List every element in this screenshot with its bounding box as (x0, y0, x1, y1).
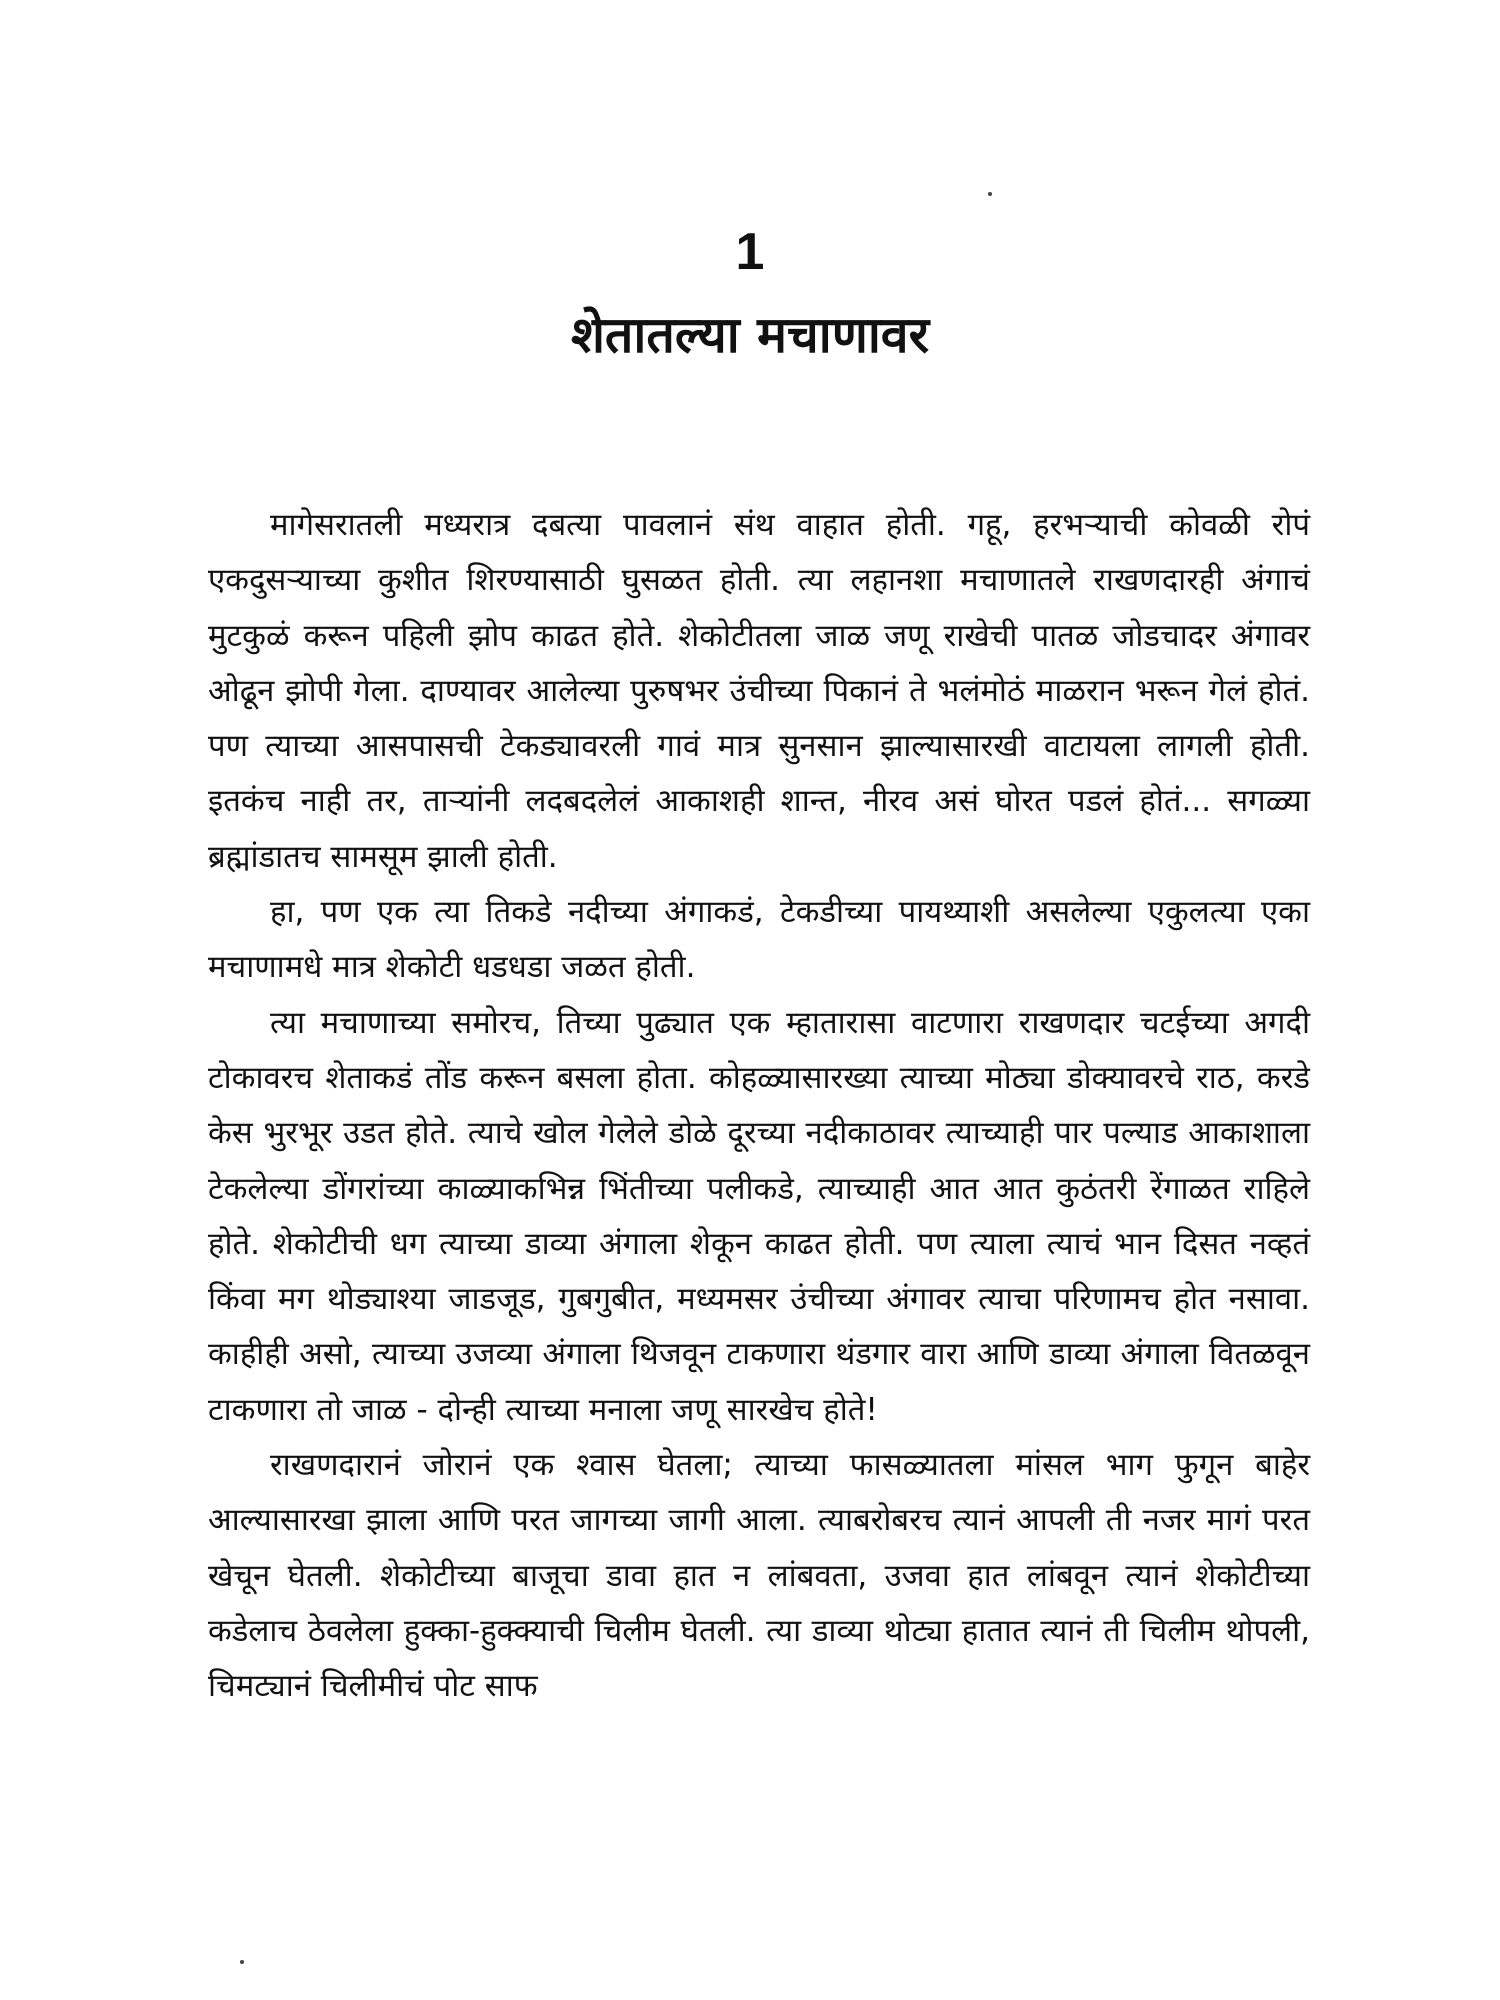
scan-speck (988, 192, 992, 196)
paragraph: त्या मचाणाच्या समोरच, तिच्या पुढ्यात एक म्हातारासा वाटणारा राखणदार चटईच्या अगदी टोकावरच शेताकडं तोंड करून बसला होता. कोहळ्यासारख्या त्याच्या मोठ्या डोक्यावरचे राठ, करडे केस भुरभूर उडत होते. त्याचे खोल गेलेले डोळे दूरच्या नदीकाठावर त्याच्याही पार पल्याड आकाशाला टेकलेल्या डोंगरांच्या काळ्याकभिन्न भिंतीच्या पलीकडे, त्याच्याही आत आत कुठंतरी रेंगाळत राहिले होते. शेकोटीची धग त्याच्या डाव्या अंगाला शेकून काढत होती. पण त्याला त्याचं भान दिसत नव्हतं किंवा मग थोड्याश्या जाडजूड, गुबगुबीत, मध्यमसर उंचीच्या अंगावर त्याचा परिणामच होत नसावा. काहीही असो, त्याच्या उजव्या अंगाला थिजवून टाकणारा थंडगार वारा आणि डाव्या अंगाला वितळवून टाकणारा तो जाळ - दोन्ही त्याच्या मनाला जणू सारखेच होते! (208, 1004, 1310, 1428)
chapter-number: 1 (735, 223, 765, 281)
paragraph: हा, पण एक त्या तिकडे नदीच्या अंगाकडं, टेकडीच्या पायथ्याशी असलेल्या एकुलत्या एका मचाणामधे मात्र शेकोटी धडधडा जळत होती. (208, 894, 1310, 986)
chapter-title: शेतातल्या मचाणावर (570, 306, 930, 364)
chapter-body (208, 498, 1310, 1715)
paragraph: मागेसरातली मध्यरात्र दबत्या पावलानं संथ वाहात होती. गहू, हरभऱ्याची कोवळी रोपं एकदुसऱ्याच्या कुशीत शिरण्यासाठी घुसळत होती. त्या लहानशा मचाणातले राखणदारही अंगाचं मुटकुळं करून पहिली झोप काढत होते. शेकोटीतला जाळ जणू राखेची पातळ जोडचादर अंगावर ओढून झोपी गेला. दाण्यावर आलेल्या पुरुषभर उंचीच्या पिकानं ते भलंमोठं माळरान भरून गेलं होतं. पण त्याच्या आसपासची टेकड्यावरली गावं मात्र सुनसान झाल्यासारखी वाटायला लागली होती. इतकंच नाही तर, ताऱ्यांनी लदबदलेलं आकाशही शान्त, नीरव असं घोरत पडलं होतं... सगळ्या ब्रह्मांडातच सामसूम झाली होती. (208, 507, 1310, 875)
paragraph: राखणदारानं जोरानं एक श्वास घेतला; त्याच्या फासळ्यातला मांसल भाग फुगून बाहेर आल्यासारखा झाला आणि परत जागच्या जागी आला. त्याबरोबरच त्यानं आपली ती नजर मागं परत खेचून घेतली. शेकोटीच्या बाजूचा डावा हात न लांबवता, उजवा हात लांबवून त्यानं शेकोटीच्या कडेलाच ठेवलेला हुक्का-हुक्क्याची चिलीम घेतली. त्या डाव्या थोट्या हातात त्यानं ती चिलीम थोपली, चिमट्यानं चिलीमीचं पोट साफ (208, 1447, 1310, 1705)
scan-speck (240, 1960, 244, 1964)
